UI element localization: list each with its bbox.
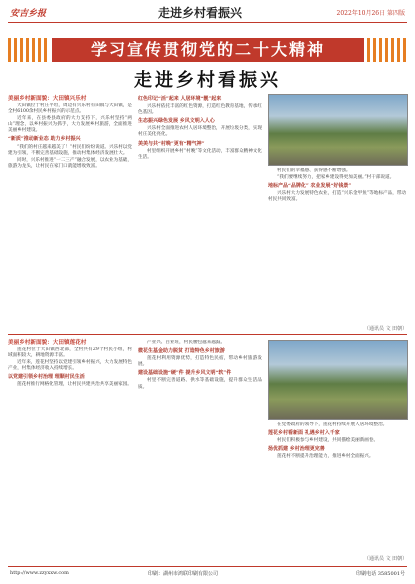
subheading: 以党建引领乡村治理 理顺村民生活 <box>8 374 85 381</box>
subheading: “新质”推动新业态 助力乡村振兴 <box>8 136 81 143</box>
paragraph: 村民们的幸福感、获得感不断增强。 <box>277 168 351 173</box>
village-photo <box>268 94 408 166</box>
banner-stripe-right <box>367 38 407 62</box>
article2-col-middle <box>138 340 262 561</box>
paragraph: 莲花村利用资源优势，打造特色民宿，带动乡村旅游发展。 <box>138 356 262 368</box>
article1-col-right <box>268 168 406 328</box>
issue-date: 2022年10月26日 第四版 <box>336 10 405 17</box>
paragraph: 村里组织开展乡村“村晚”等文化活动，丰富群众精神文化生活。 <box>138 148 262 160</box>
subheading: 美美与共“村晚”更有“精气神” <box>138 140 205 147</box>
article2-title: 美丽乡村新面貌：大田镇莲花村 <box>8 340 87 346</box>
subheading: 红色印记“活”起来 人居环境“靓”起来 <box>138 96 222 102</box>
subheading: 莲花乡村看新面 礼遇乡村入千家 <box>268 430 340 437</box>
paper-logo: 安吉乡报 <box>10 9 47 19</box>
footer-printer: 印刷：湖州市鸿联印刷有限公司 <box>148 571 219 577</box>
article1-author: （通讯员 文 田朝） <box>364 326 408 332</box>
paragraph: “我们要继续努力，把家乡建设得更加美丽。”村干部说道。 <box>277 175 395 181</box>
paragraph: 在党委政府的领导下，莲花村持续开展人居环境整治。 <box>277 422 388 427</box>
article2-col-right <box>268 422 406 554</box>
article1-col-left <box>8 103 132 333</box>
subheading: 地标产品“品牌化” 农业发展“好钱景” <box>268 183 352 190</box>
paragraph: 产业兴、百业旺，村民腰包越来越鼓。 <box>147 340 226 345</box>
paragraph: 莲花村不断提升治理能力，推进乡村全面振兴。 <box>277 454 374 460</box>
theme-banner: 学习宣传贯彻党的二十大精神 <box>52 38 364 62</box>
article2-author: （通讯员 文 田朝） <box>364 556 408 562</box>
paragraph: 近年来，在县委县政府的大力支持下，兴乐村坚持“两山”理念，以乡村振兴为抓手，大力发展乡村旅游，全面推进美丽乡村建设。 <box>8 116 132 134</box>
subheading: 扬优抓建 乡村治理更完善 <box>268 446 325 453</box>
paragraph: 近年来，莲花村坚持以党建引领乡村振兴，大力发展特色产业，村集体经济收入持续增长。 <box>8 360 132 372</box>
main-headline: 走进乡村看振兴 <box>134 70 281 91</box>
paragraph: 大田镇位于村庄平坦，周边有兴乐村有田镇与大田镇，是全村6100余村民乡村振兴的示范点。 <box>8 103 132 115</box>
paragraph: 村民们积极参与乡村建设，共同描绘美丽新画卷。 <box>277 438 379 444</box>
paragraph: 莲花村位于大田镇西北部，全村共有29个村民小组，村域面积较大，耕地资源丰富。 <box>8 347 132 359</box>
article2-col-left <box>8 347 132 561</box>
paragraph: 村里不断完善道路、供水等基础设施，提升群众生活品质。 <box>138 378 262 390</box>
article1-title: 美丽乡村新面貌：大田镇兴乐村 <box>8 96 87 102</box>
paragraph: 兴乐村依托丰富的红色资源，打造红色教育基地，传承红色基因。 <box>138 104 262 116</box>
article1-col-middle <box>138 94 262 333</box>
village-photo-2 <box>268 340 408 420</box>
section-title: 走进乡村看振兴 <box>158 6 243 20</box>
paragraph: 兴乐村大力发展特色农业，打造“兴乐金甲鱼”等地标产品，带动村民共同致富。 <box>268 191 406 203</box>
page-footer <box>8 566 407 577</box>
subheading: 微花生基金助力脱贫 打造特色乡村旅游 <box>138 348 225 355</box>
subheading: 建设基础设施“硬”件 提升乡风文明“软”件 <box>138 370 232 377</box>
paragraph: “我们的村庄越来越美了！”村民们纷纷说道。兴乐村以党建为引领，不断完善基础设施，推动村集体经济发展壮大。 <box>8 144 132 156</box>
banner-stripe-left <box>8 38 48 62</box>
page-header <box>8 4 407 23</box>
subheading: 生态振兴绿色发展 乡风文明入人心 <box>138 118 215 125</box>
section-divider <box>8 334 407 335</box>
footer-phone: 印刷电话 3585001号 <box>356 571 405 577</box>
paragraph: 莲花村推行网格化管理，让村民共建共治共享美丽家园。 <box>17 382 132 388</box>
paragraph: 兴乐村全面推进农村人居环境整治，开展垃圾分类，实现村庄美化亮化。 <box>138 126 262 138</box>
paragraph: 同时，兴乐村推进“一二三产”融合发展，以农业为基础，旅游为龙头，让村民在家门口就能增收致富。 <box>8 157 132 169</box>
footer-url: http://www.zzyxxw.com <box>10 570 69 576</box>
